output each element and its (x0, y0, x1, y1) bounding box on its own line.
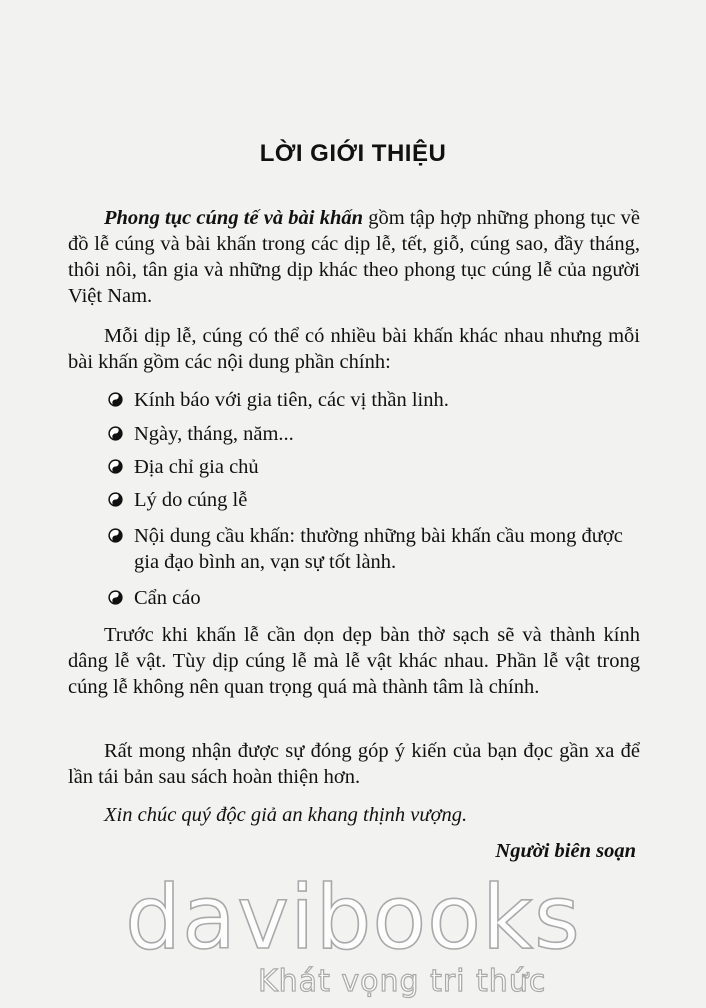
paragraph-4: Rất mong nhận được sự đóng góp ý kiến của bạn đọc gần xa để lần tái bản sau sách hoàn thiện hơn. (68, 740, 640, 788)
paragraph-2: Mỗi dịp lễ, cúng có thể có nhiều bài khấn khác nhau nhưng mỗi bài khấn gồm các nội dung phần chính: (68, 325, 640, 373)
intro-text: gồm tập hợp những phong tục về đồ lễ cúng và bài khấn trong các dịp lễ, tết, giỗ, cúng sao, đầy tháng, thôi nôi, tân gia và những dịp khác theo phong tục cúng lễ của người Việt Nam. (68, 207, 640, 307)
yin-yang-icon (108, 392, 123, 407)
book-title: Phong tục cúng tế và bài khấn (104, 207, 364, 229)
list-item-text: Ngày, tháng, năm... (134, 423, 294, 445)
list-item-text: Nội dung cầu khấn: thường những bài khấn cầu mong được gia đạo bình an, vạn sự tốt lành. (134, 525, 623, 573)
list-item (108, 523, 638, 575)
closing-wish: Xin chúc quý độc giả an khang thịnh vượng. (104, 804, 468, 826)
watermark-slogan: Khát vọng tri thức (258, 964, 547, 999)
list-item (108, 454, 648, 480)
yin-yang-icon (108, 426, 123, 441)
list-item (108, 487, 648, 513)
author-signature: Người biên soạn (495, 840, 636, 862)
page-title: LỜI GIỚI THIỆU (259, 140, 447, 167)
list-item-text: Cẩn cáo (134, 587, 201, 609)
list-item (108, 387, 648, 413)
paragraph-3: Trước khi khấn lễ cần dọn dẹp bàn thờ sạch sẽ và thành kính dâng lễ vật. Tùy dịp cúng lễ mà lễ vật khác nhau. Phần lễ vật trong cúng lễ không nên quan trọng quá mà thành tâm là chính. (68, 624, 640, 698)
watermark-brand: davibooks (125, 866, 581, 969)
list-item (108, 585, 648, 611)
list-item-text: Lý do cúng lễ (134, 489, 248, 511)
list-item-text: Địa chỉ gia chủ (134, 456, 259, 478)
yin-yang-icon (108, 528, 123, 543)
intro-paragraph (68, 205, 640, 309)
yin-yang-icon (108, 492, 123, 507)
list-item (108, 421, 648, 447)
yin-yang-icon (108, 459, 123, 474)
yin-yang-icon (108, 590, 123, 605)
list-item-text: Kính báo với gia tiên, các vị thần linh. (134, 389, 449, 411)
